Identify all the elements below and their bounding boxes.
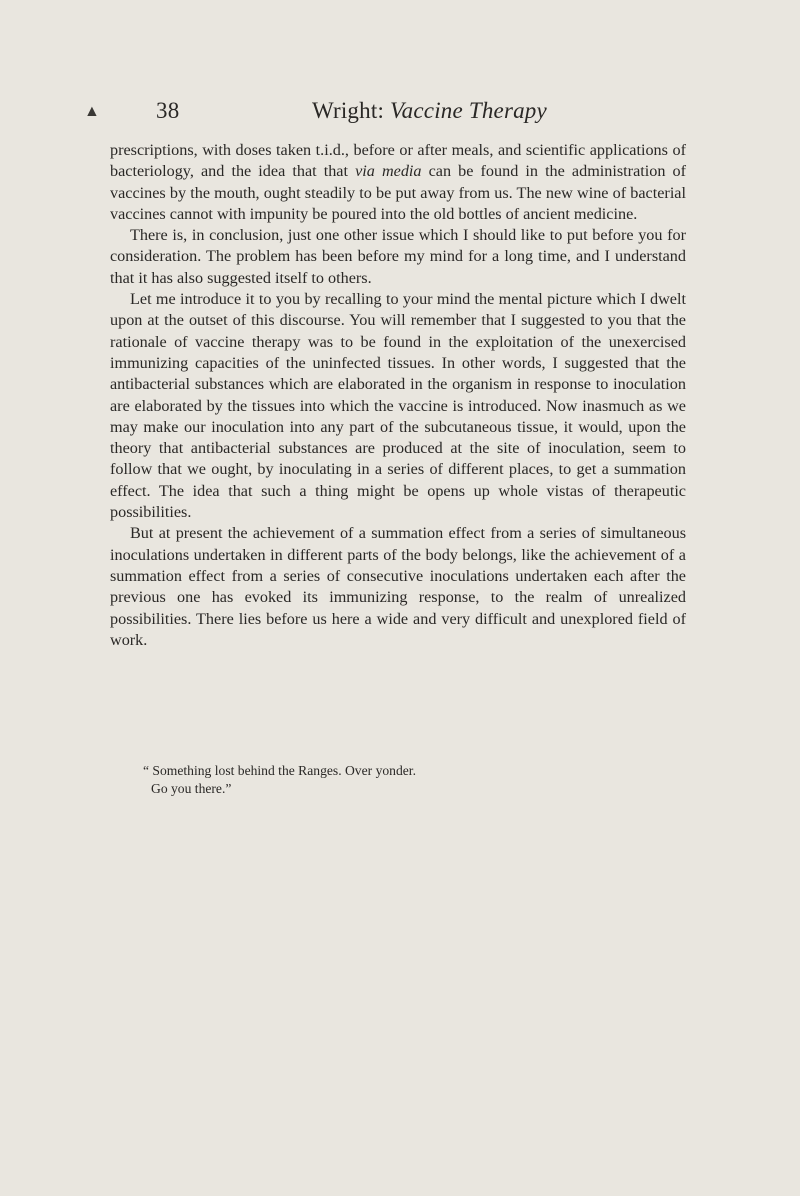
paragraph: Let me introduce it to you by recalling to your mind the mental picture which I dwelt upon at the outset of this discourse. You will remember that I suggested to you that the rationale of vaccine therapy was to be found in the exploitation of the unexercised immunizing capacities of the uninfected tissues. In other words, I suggested that the antibacterial substances which are elaborated in the organism in response to inoculation are elaborated by the tissues into which the vaccine is introduced. Now inasmuch as we may make our inoculation into any part of the subcutaneous tissue, it would, upon the theory that antibacterial substances are produced at the site of inoculation, seem to follow that we ought, by inoculating in a series of different places, to get a summation effect. The idea that such a thing might be opens up whole vistas of therapeutic possibilities. [110,290,686,522]
quotation-line: Go you there.” [151,781,232,796]
running-title-author: Wright [312,98,378,123]
margin-mark: ▲ [84,103,100,120]
paragraph [110,140,686,225]
paragraph-text: can be found in the administration of vaccines by the mouth, ought steadily to be put away from us. The new wine of bacterial vaccines cannot with impunity be poured into the old bottles of ancient medicine. [110,162,687,223]
body-text [110,140,686,651]
paragraph: There is, in conclusion, just one other issue which I should like to put before you for consideration. The problem has been before my mind for a long time, and I understand that it has also suggested itself to others. [110,226,686,287]
quotation-line: “ Something lost behind the Ranges. Over yonder. [143,763,416,778]
page-header [156,98,596,128]
page-number: 38 [156,98,180,123]
emphasis-text: via media [355,162,422,181]
closing-quotation [143,762,703,798]
running-title-book: Vaccine Therapy [389,98,547,123]
running-title-separator: : [377,98,390,123]
running-title [312,98,547,124]
paragraph-text: prescriptions, with doses taken t.i.d., before or after meals, and scientific applications of bacteriology, and the idea that that [110,141,686,181]
paragraph: But at present the achievement of a summation effect from a series of simultaneous inoculations undertaken in different parts of the body belongs, like the achievement of a summation effect from a series of consecutive inoculations undertaken each after the previous one has evoked its immunizing response, to the realm of unrealized possibilities. There lies before us here a wide and very difficult and unexplored field of work. [110,524,686,649]
